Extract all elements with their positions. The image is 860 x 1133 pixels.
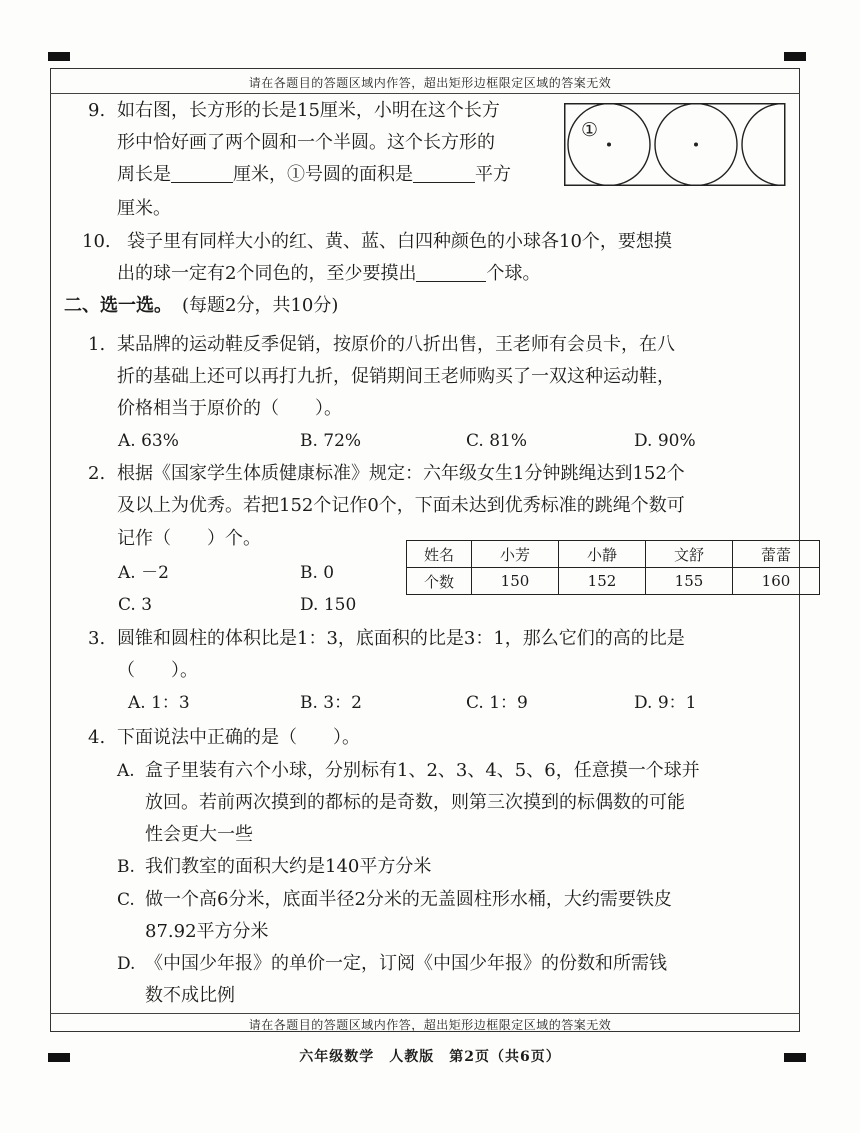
option-c-text: 做一个高6分米，底面半径2分米的无盖圆柱形水桶，大约需要铁皮 [145, 889, 672, 910]
question-number: 10. [82, 231, 111, 252]
option-a-text: 盒子里装有六个小球，分别标有1、2、3、4、5、6，任意摸一个球并 [145, 760, 700, 781]
option-a[interactable]: A. 1：3 [128, 693, 190, 713]
question-text: 某品牌的运动鞋反季促销，按原价的八折出售，王老师有会员卡，在八 [117, 334, 675, 355]
question-number: 1. [88, 334, 106, 355]
option-c-text: 87.92平方分米 [145, 921, 269, 942]
option-d[interactable]: D. 150 [300, 595, 357, 615]
question-number: 4. [88, 727, 106, 748]
table-cell: 160 [733, 568, 820, 595]
circle-1-label: ① [581, 119, 599, 141]
option-a-letter[interactable]: A. [117, 761, 135, 781]
option-b[interactable]: B. 0 [300, 563, 335, 583]
question-number: 3. [88, 628, 106, 649]
question-text-with-blanks: 周长是 厘米，①号圆的面积是 平方 [117, 164, 511, 185]
option-b-text: 我们教室的面积大约是140平方分米 [145, 856, 432, 877]
option-a-text: 放回。若前两次摸到的都标的是奇数，则第三次摸到的标偶数的可能 [145, 792, 685, 813]
option-c[interactable]: C. 3 [118, 595, 153, 615]
option-d-letter[interactable]: D. [117, 954, 136, 974]
option-b[interactable]: B. 72% [300, 431, 362, 451]
question-text: 记作（ ）个。 [117, 528, 261, 549]
answer-blank-balls[interactable] [416, 263, 486, 282]
table-cell: 小静 [559, 541, 646, 568]
option-a[interactable]: A. 63% [118, 431, 179, 451]
option-c-letter[interactable]: C. [117, 890, 135, 910]
question-text: 厘米。 [117, 198, 171, 219]
frame-top-rule [50, 93, 800, 94]
option-d[interactable]: D. 9：1 [634, 693, 697, 713]
option-c[interactable]: C. 81% [466, 431, 527, 451]
question-text: 价格相当于原价的（ ）。 [117, 398, 342, 419]
page-footer: 六年级数学 人教版 第2页（共6页） [299, 1049, 561, 1065]
table-cell: 小芳 [472, 541, 559, 568]
option-b[interactable]: B. 3：2 [300, 693, 362, 713]
question-text: 根据《国家学生体质健康标准》规定：六年级女生1分钟跳绳达到152个 [117, 463, 685, 484]
circle-2-center-dot [694, 143, 698, 147]
question-text: 及以上为优秀。若把152个记作0个，下面未达到优秀标准的跳绳个数可 [117, 495, 685, 516]
jump-rope-table [406, 540, 820, 595]
answer-blank-area[interactable] [413, 164, 475, 183]
option-c[interactable]: C. 1：9 [466, 693, 528, 713]
question-number: 2. [88, 463, 106, 484]
question-text: 袋子里有同样大小的红、黄、蓝、白四种颜色的小球各10个，要想摸 [127, 231, 672, 252]
question-text: （ ）。 [117, 660, 198, 681]
question-number: 9. [88, 100, 106, 121]
table-cell: 蕾蕾 [733, 541, 820, 568]
registration-mark-top-left [48, 52, 70, 61]
option-d[interactable]: D. 90% [634, 431, 696, 451]
question-text: 形中恰好画了两个圆和一个半圆。这个长方形的 [117, 132, 495, 153]
table-cell: 150 [472, 568, 559, 595]
rectangle-outline [565, 104, 785, 186]
section-note: (每题2分，共10分) [182, 295, 339, 316]
registration-mark-top-right [784, 52, 806, 61]
circle-1-center-dot [607, 143, 611, 147]
question-text-with-blank: 出的球一定有2个同色的，至少要摸出 个球。 [117, 263, 541, 284]
question-text: 圆锥和圆柱的体积比是1：3，底面积的比是3：1，那么它们的高的比是 [117, 628, 685, 649]
answer-area-notice-top: 请在各题目的答题区域内作答，超出矩形边框限定区域的答案无效 [248, 76, 612, 90]
question-text: 如右图，长方形的长是15厘米，小明在这个长方 [117, 100, 500, 121]
question-text: 下面说法中正确的是（ ）。 [117, 727, 360, 748]
table-cell: 个数 [407, 568, 472, 595]
table-cell: 155 [646, 568, 733, 595]
table-cell: 姓名 [407, 541, 472, 568]
answer-blank-perimeter[interactable] [171, 164, 233, 183]
question-text: 折的基础上还可以再打九折，促销期间王老师购买了一双这种运动鞋， [117, 366, 675, 387]
table-header-row [407, 541, 820, 568]
option-d-text: 数不成比例 [145, 985, 235, 1006]
option-a-text: 性会更大一些 [145, 824, 253, 845]
section-title: 二、选一选。 [64, 295, 172, 316]
table-cell: 文舒 [646, 541, 733, 568]
option-a[interactable]: A. －2 [118, 563, 169, 583]
half-circle [742, 104, 786, 186]
rectangle-circles-figure [564, 103, 786, 187]
option-b-letter[interactable]: B. [117, 857, 135, 877]
option-d-text: 《中国少年报》的单价一定，订阅《中国少年报》的份数和所需钱 [145, 953, 667, 974]
answer-area-notice-bottom: 请在各题目的答题区域内作答，超出矩形边框限定区域的答案无效 [248, 1018, 612, 1032]
frame-bottom-rule [50, 1013, 800, 1014]
table-row [407, 568, 820, 595]
table-cell: 152 [559, 568, 646, 595]
